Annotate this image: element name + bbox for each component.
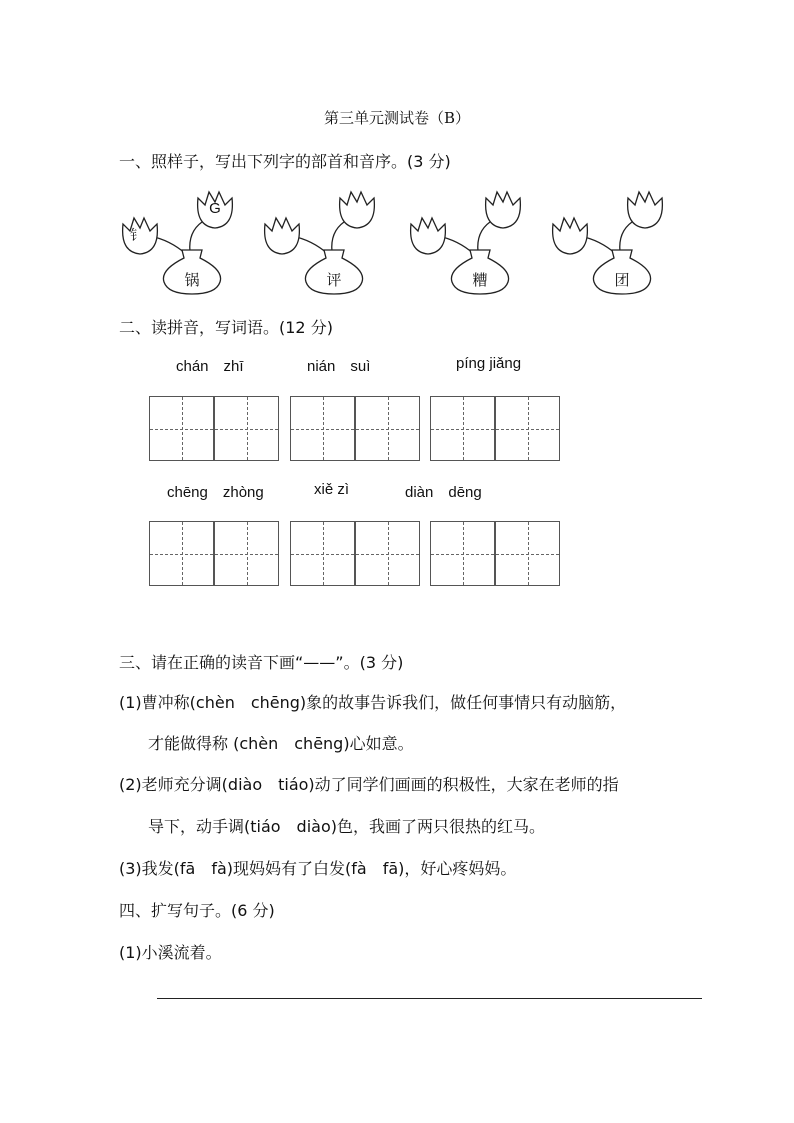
pinyin-6: diàn dēng <box>405 484 482 501</box>
flower-vase-3 <box>411 192 521 294</box>
q3-3-line1: (3)我发(fā fà)现妈妈有了白发(fà fā)，好心疼妈妈。 <box>119 859 517 878</box>
flower-letter-1: G <box>209 200 221 217</box>
answer-line[interactable] <box>157 998 702 999</box>
flower-vase-illustrations <box>120 182 680 297</box>
pinyin-4: chēng zhòng <box>167 484 264 501</box>
vase-char-4: 团 <box>614 271 630 289</box>
q3-2-line2: 导下，动手调(tiáo diào)色，我画了两只很热的红马。 <box>148 817 545 836</box>
pinyin-5: xiě zì <box>314 481 350 498</box>
pinyin-1: chán zhī <box>176 358 244 375</box>
vase-char-1: 锅 <box>184 271 200 289</box>
pinyin-3: píng jiǎng <box>456 355 522 372</box>
vase-char-3: 糟 <box>472 271 488 289</box>
flower-radical-1: 钅 <box>130 228 144 244</box>
section1-heading: 一、照样子，写出下列字的部首和音序。(3 分) <box>119 152 451 171</box>
section2-heading: 二、读拼音，写词语。(12 分) <box>119 318 333 337</box>
q3-2-line1: (2)老师充分调(diào tiáo)动了同学们画画的积极性，大家在老师的指 <box>119 775 619 794</box>
left-flower-4 <box>553 218 588 254</box>
flower-vase-1 <box>123 192 233 294</box>
flower-vase-2 <box>265 192 375 294</box>
left-flower-3 <box>411 218 446 254</box>
pinyin-2: nián suì <box>307 358 371 375</box>
section4-heading: 四、扩写句子。(6 分) <box>119 901 275 920</box>
q3-1-line1: (1)曹冲称(chèn chēng)象的故事告诉我们，做任何事情只有动脑筋， <box>119 693 627 712</box>
page-title: 第三单元测试卷（B） <box>323 109 471 127</box>
flower-vase-4 <box>553 192 663 294</box>
upper-flower-3 <box>486 192 521 228</box>
vase-char-2: 评 <box>326 271 342 289</box>
section3-heading: 三、请在正确的读音下画“——”。(3 分) <box>119 653 404 672</box>
upper-flower-2 <box>340 192 375 228</box>
upper-flower-4 <box>628 192 663 228</box>
q4-1: (1)小溪流着。 <box>119 943 222 962</box>
left-flower-2 <box>265 218 300 254</box>
q3-1-line2: 才能做得称 (chèn chēng)心如意。 <box>148 734 414 753</box>
